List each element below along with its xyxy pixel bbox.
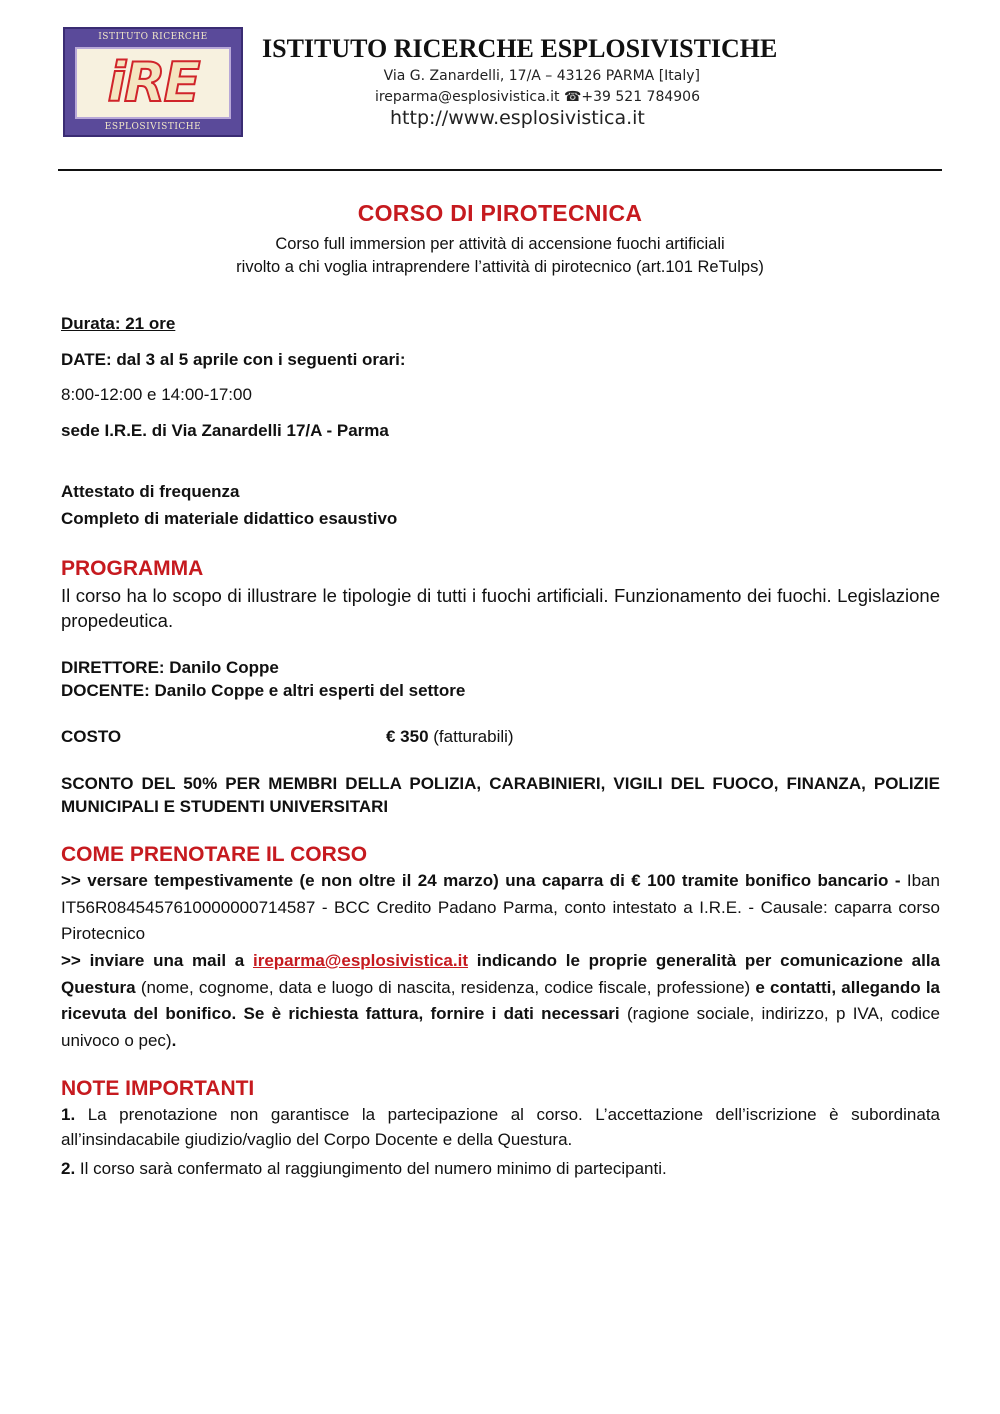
course-duration: Durata: 21 ore [61,314,176,333]
booking-step-2 [61,948,940,1054]
logo-mark: iRE [107,51,199,114]
booking-step-2-end: . [171,1030,177,1050]
booking-email-link[interactable]: ireparma@esplosivistica.it [252,951,468,970]
ire-logo [63,27,243,137]
cost-label: COSTO [61,727,122,746]
course-materials: Completo di materiale didattico esaustivo [61,509,398,528]
discount-text: SCONTO DEL 50% PER MEMBRI DELLA POLIZIA, CARABINIERI, VIGILI DEL FUOCO, FINANZA, POLIZIE MUNICIPALI E STUDENTI UNIVERSITARI [61,774,940,816]
booking-step-2-bold-b: indicando le proprie generalità per comunicazione alla Questura [61,951,940,997]
course-subtitle-1: Corso full immersion per attività di accensione fuochi artificiali [275,235,725,253]
institute-website[interactable]: http://www.esplosivistica.it [390,107,645,129]
booking-step-1 [61,868,940,948]
booking-heading: COME PRENOTARE IL CORSO [61,843,368,866]
course-subtitle-2: rivolto a chi voglia intraprendere l’attività di pirotecnico (art.101 ReTulps) [236,258,764,276]
institute-contact: ireparma@esplosivistica.it ☎+39 521 784906 [374,89,700,105]
institute-address: Via G. Zanardelli, 17/A – 43126 PARMA [Italy] [383,68,700,84]
cost-value [386,727,514,747]
booking-step-1-bold: >> versare tempestivamente (e non oltre il 24 marzo) una caparra di € 100 tramite bonifico bancario - [61,871,901,890]
course-venue: sede I.R.E. di Via Zanardelli 17/A - Parma [61,421,389,440]
note-2-number: 2. [61,1159,76,1178]
booking-step-1-text: Iban IT56R0845457610000000714587 - BCC Credito Padano Parma, conto intestato a I.R.E. - Causale: caparra corso Pirotecnico [61,871,941,943]
logo-top-text: ISTITUTO RICERCHE [98,32,208,42]
program-text: Il corso ha lo scopo di illustrare le tipologie di tutti i fuochi artificiali. Funzionamento dei fuochi. Legislazione propedeutica. [61,585,940,631]
note-2-text: Il corso sarà confermato al raggiungimento del numero minimo di partecipanti. [75,1159,667,1178]
cost-amount: € 350 [386,727,429,746]
course-title: CORSO DI PIROTECNICA [357,200,643,226]
course-dates: DATE: dal 3 al 5 aprile con i seguenti orari: [61,350,406,369]
course-director: DIRETTORE: Danilo Coppe [61,658,279,677]
course-hours: 8:00-12:00 e 14:00-17:00 [61,385,252,404]
note-2 [61,1157,940,1182]
course-teacher: DOCENTE: Danilo Coppe e altri esperti del settore [61,681,466,700]
note-1-text: La prenotazione non garantisce la partecipazione al corso. L’accettazione dell’iscrizione è subordinata all’insindacabile giudizio/vaglio del Corpo Docente e della Questura. [61,1105,940,1149]
logo-bottom-text: ESPLOSIVISTICHE [104,122,202,132]
booking-step-2-text-a: (nome, cognome, data e luogo di nascita, residenza, codice fiscale, professione) [135,977,751,997]
course-certificate: Attestato di frequenza [61,482,240,501]
note-1 [61,1103,940,1152]
logo-inner-panel [75,47,231,119]
header-divider [58,169,942,171]
booking-step-2-bold-c: e contatti, allegando la ricevuta del bonifico. Se è richiesta fattura, fornire i dati necessari [61,977,940,1023]
institute-name: ISTITUTO RICERCHE ESPLOSIVISTICHE [262,34,778,63]
program-heading: PROGRAMMA [61,557,204,580]
booking-step-2-bold-a: >> inviare una mail a [61,951,253,970]
cost-note: (fatturabili) [428,727,514,746]
notes-heading: NOTE IMPORTANTI [61,1077,255,1100]
note-1-number: 1. [61,1105,76,1124]
booking-step-2-text-b: (ragione sociale, indirizzo, p IVA, codice univoco o pec) [61,1004,941,1050]
